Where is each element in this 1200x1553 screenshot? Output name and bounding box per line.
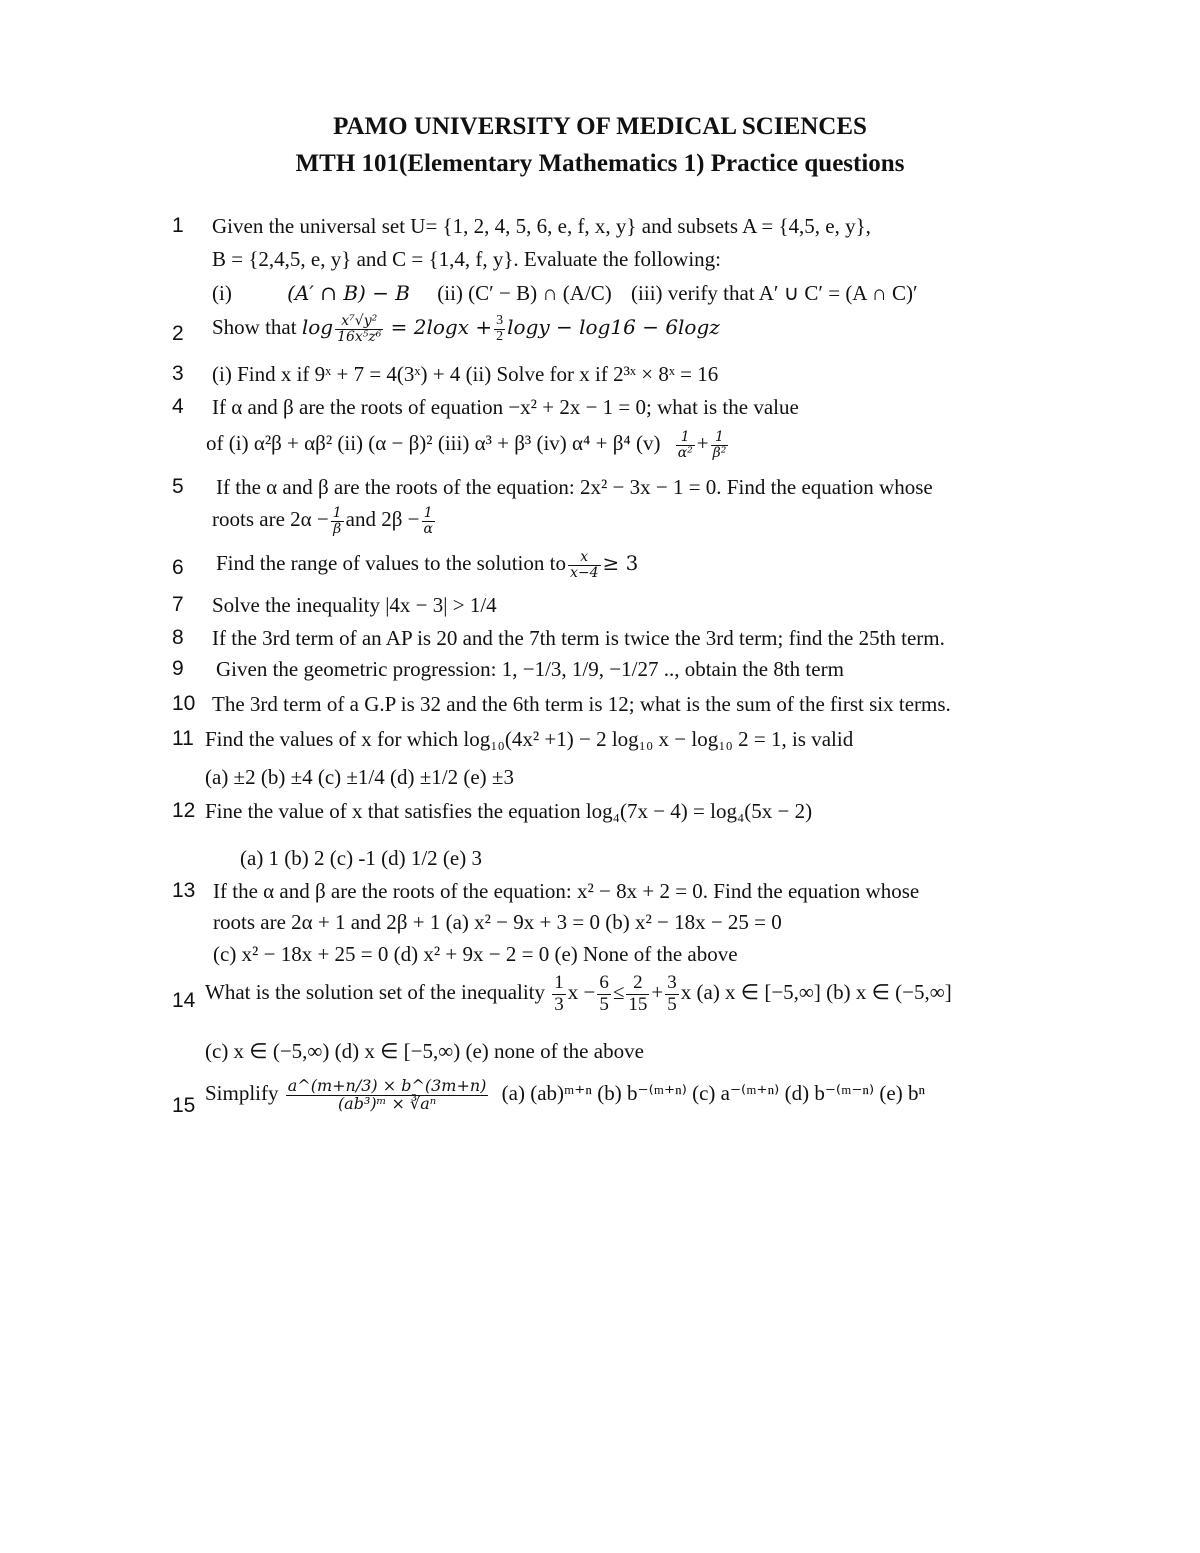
q14-lead: What is the solution set of the inequality — [205, 980, 546, 1005]
q14-fraction-4-bottom: 5 — [667, 993, 677, 1015]
question-number: 12 — [172, 799, 196, 822]
q13-line-2: roots are 2α + 1 and 2β + 1 (a) x² − 9x + 3 = 0 (b) x² − 18x − 25 = 0 — [213, 910, 782, 934]
q11-line-1: Find the values of x for which log₁₀(4x² +1) − 2 log₁₀ x − log₁₀ 2 = 1, is valid — [205, 727, 854, 751]
question-6 — [216, 550, 638, 580]
q2-equals: = 2logx + — [390, 315, 493, 339]
q14-mid-1: x − — [567, 980, 596, 1005]
question-number: 7 — [172, 593, 184, 616]
q5-mid: and 2β − — [345, 507, 420, 531]
q2-fraction-2-bottom: 2 — [496, 328, 504, 344]
q6-fraction-top: x — [568, 550, 601, 566]
q14-fraction-4 — [665, 973, 679, 1016]
q15-fraction-top: a^(m+n/3) × b^(3m+n) — [287, 1076, 487, 1095]
q1-line-2: B = {2,4,5, e, y} and C = {1,4, f, y}. Evaluate the following: — [212, 247, 722, 271]
q14-tail: x (a) x ∈ [−5,∞] (b) x ∈ (−5,∞] — [680, 980, 952, 1005]
question-15 — [205, 1078, 925, 1113]
q1-part-iii: (iii) verify that A′ ∪ C′ = (A ∩ C)′ — [631, 281, 918, 305]
q6-fraction — [568, 550, 601, 580]
question-number: 3 — [172, 362, 184, 385]
q2-fraction-top: x⁷√y² — [335, 314, 383, 330]
q14-fraction-3-top: 2 — [626, 973, 649, 995]
q4-fraction-2-top: 1 — [711, 430, 729, 446]
q2-fraction-bottom: 16x⁵z⁶ — [337, 328, 382, 345]
q4-line-1: If α and β are the roots of equation −x² + 2x − 1 = 0; what is the value — [212, 395, 799, 419]
q4-fraction-1-top: 1 — [676, 430, 695, 446]
question-10: The 3rd term of a G.P is 32 and the 6th term is 12; what is the sum of the first six terms. — [212, 692, 951, 716]
q14-fraction-1-top: 1 — [554, 972, 564, 993]
q14-fraction-1-bottom: 3 — [554, 993, 564, 1015]
question-number: 14 — [172, 989, 196, 1012]
q15-options: (a) (ab)ᵐ⁺ⁿ (b) b⁻⁽ᵐ⁺ⁿ⁾ (c) a⁻⁽ᵐ⁺ⁿ⁾ (d) b⁻⁽ᵐ⁻ⁿ⁾ (e) bⁿ — [501, 1081, 926, 1106]
q2-log: log — [301, 315, 334, 339]
q5-line-2 — [212, 506, 437, 536]
q14-fraction-4-top: 3 — [667, 972, 677, 993]
q6-fraction-bottom: x−4 — [569, 564, 599, 581]
q4-options: of (i) α²β + αβ² (ii) (α − β)² (iii) α³ + β³ (iv) α⁴ + β⁴ (v) — [206, 431, 661, 455]
q1-line-1: Given the universal set U= {1, 2, 4, 5, 6, e, f, x, y} and subsets A = {4,5, e, y}, — [212, 214, 871, 238]
q14-fraction-3 — [626, 973, 649, 1016]
q14-mid-3: + — [651, 980, 664, 1005]
question-number: 10 — [172, 692, 196, 715]
question-number: 11 — [172, 727, 194, 750]
q1-line-3 — [212, 281, 918, 306]
q4-fraction-1-bottom: α² — [677, 444, 693, 461]
question-number: 5 — [172, 475, 184, 498]
q14-line-2: (c) x ∈ (−5,∞) (d) x ∈ [−5,∞) (e) none of the above — [205, 1039, 644, 1063]
q4-fraction-1 — [676, 430, 695, 460]
question-number: 1 — [172, 214, 184, 237]
q14-fraction-2-bottom: 5 — [599, 993, 609, 1015]
q5-line-1: If the α and β are the roots of the equation: 2x² − 3x − 1 = 0. Find the equation whose — [216, 475, 933, 499]
q6-tail: ≥ 3 — [602, 551, 639, 575]
question-number: 9 — [172, 657, 184, 680]
q2-fraction-2 — [494, 314, 505, 344]
q1-part-ii: (ii) (C′ − B) ∩ (A/C) — [437, 281, 612, 305]
q14-fraction-2 — [597, 973, 611, 1016]
q4-plus: + — [696, 431, 709, 455]
question-7: Solve the inequality |4x − 3| > 1/4 — [212, 593, 497, 617]
question-number: 13 — [172, 879, 196, 902]
q14-mid-2: ≤ — [612, 980, 625, 1005]
q14-fraction-3-bottom: 15 — [628, 993, 648, 1015]
q4-line-2 — [206, 430, 730, 460]
question-number: 15 — [172, 1094, 196, 1117]
q2-fraction-2-top: 3 — [496, 313, 504, 328]
q2-lead: Show that — [212, 315, 297, 339]
q14-fraction-2-top: 6 — [599, 972, 609, 993]
q15-fraction-bottom: (ab³)ᵐ × ∛aⁿ — [337, 1093, 437, 1113]
q12-line-1: Fine the value of x that satisfies the equation log₄(7x − 4) = log₄(5x − 2) — [205, 799, 813, 823]
course-title: MTH 101(Elementary Mathematics 1) Practice questions — [295, 150, 905, 177]
question-9: Given the geometric progression: 1, −1/3, 1/9, −1/27 .., obtain the 8th term — [216, 657, 844, 681]
question-3: (i) Find x if 9ˣ + 7 = 4(3ˣ) + 4 (ii) Solve for x if 2³ˣ × 8ˣ = 16 — [212, 362, 719, 386]
q5-fraction-1 — [331, 506, 344, 536]
q5-fraction-1-bottom: β — [333, 520, 342, 537]
q1-part-i-expression: (A′ ∩ B) − B — [287, 281, 411, 305]
q5-fraction-2-top: 1 — [422, 506, 435, 522]
q14-fraction-1 — [552, 973, 566, 1016]
question-number: 6 — [172, 556, 184, 579]
q11-options: (a) ±2 (b) ±4 (c) ±1/4 (d) ±1/2 (e) ±3 — [205, 765, 514, 789]
q4-fraction-2-bottom: β² — [712, 444, 727, 461]
question-number: 8 — [172, 626, 184, 649]
q13-line-3: (c) x² − 18x + 25 = 0 (d) x² + 9x − 2 = 0 (e) None of the above — [213, 942, 738, 966]
q5-fraction-2 — [422, 506, 435, 536]
q13-line-1: If the α and β are the roots of the equation: x² − 8x + 2 = 0. Find the equation whose — [213, 879, 920, 903]
q2-fraction — [335, 314, 383, 344]
q4-fraction-2 — [711, 430, 729, 460]
question-2 — [212, 314, 720, 344]
q15-lead: Simplify — [205, 1081, 279, 1106]
q6-lead: Find the range of values to the solution to — [216, 551, 566, 575]
question-number: 2 — [172, 322, 184, 345]
q12-options: (a) 1 (b) 2 (c) -1 (d) 1/2 (e) 3 — [240, 846, 482, 870]
q2-tail: logy − log16 − 6logz — [507, 315, 720, 339]
q15-fraction — [286, 1078, 489, 1113]
question-8: If the 3rd term of an AP is 20 and the 7th term is twice the 3rd term; find the 25th term. — [212, 626, 945, 650]
q5-fraction-2-bottom: α — [423, 520, 433, 537]
q5-fraction-1-top: 1 — [332, 505, 342, 521]
university-title: PAMO UNIVERSITY OF MEDICAL SCIENCES — [333, 113, 867, 140]
q1-part-i-label: (i) — [212, 281, 232, 305]
q14-line-1 — [205, 973, 952, 1016]
question-number: 4 — [172, 395, 184, 418]
q5-lead: roots are 2α − — [212, 507, 329, 531]
